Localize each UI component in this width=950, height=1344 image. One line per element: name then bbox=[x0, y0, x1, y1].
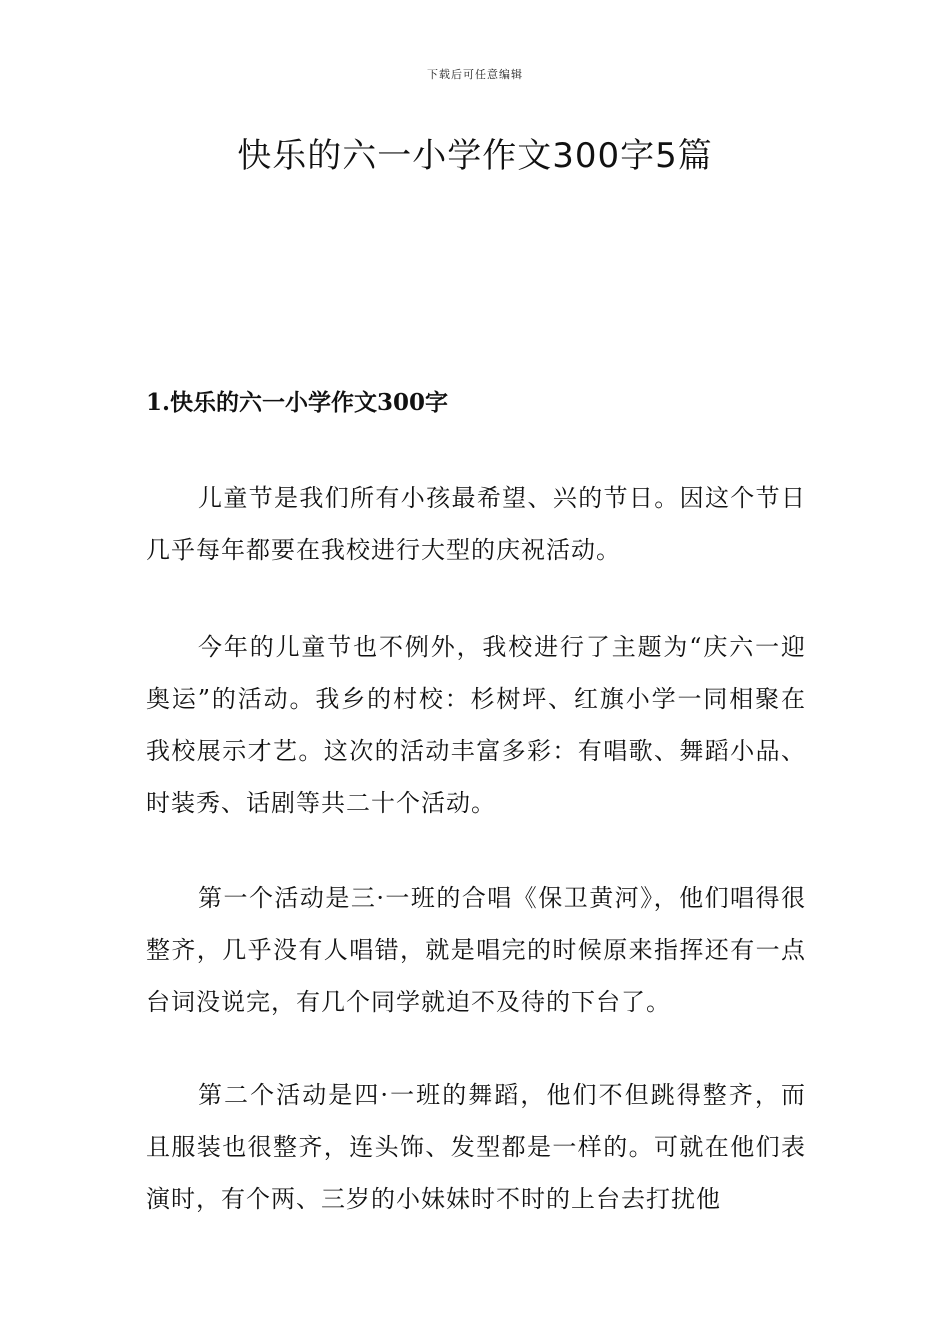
paragraph-3 bbox=[146, 872, 806, 1028]
paragraph-text: 第二个活动是四·一班的舞蹈，他们不但跳得整齐，而且服装也很整齐，连头饰、发型都是一样的。可就在他们表演时，有个两、三岁的小妹妹时不时的上台去打扰他 bbox=[146, 1081, 806, 1213]
paragraph-text: 儿童节是我们所有小孩最希望、兴的节日。因这个节日几乎每年都要在我校进行大型的庆祝活动。 bbox=[146, 484, 806, 564]
paragraph-text: 今年的儿童节也不例外，我校进行了主题为“庆六一迎奥运”的活动。我乡的村校：杉树坪、红旗小学一同相聚在我校展示才艺。这次的活动丰富多彩：有唱歌、舞蹈小品、时装秀、话剧等共二十个活动。 bbox=[146, 633, 806, 817]
paragraph-2 bbox=[146, 621, 806, 829]
paragraph-text: 第一个活动是三·一班的合唱《保卫黄河》，他们唱得很整齐，几乎没有人唱错，就是唱完的时候原来指挥还有一点台词没说完，有几个同学就迫不及待的下台了。 bbox=[146, 884, 806, 1016]
header-note: 下载后可任意编辑 bbox=[427, 68, 523, 81]
section-heading: 1.快乐的六一小学作文300字 bbox=[146, 389, 449, 416]
paragraph-1 bbox=[146, 472, 806, 576]
paragraph-4 bbox=[146, 1069, 806, 1225]
document-title: 快乐的六一小学作文300字5篇 bbox=[237, 136, 713, 176]
